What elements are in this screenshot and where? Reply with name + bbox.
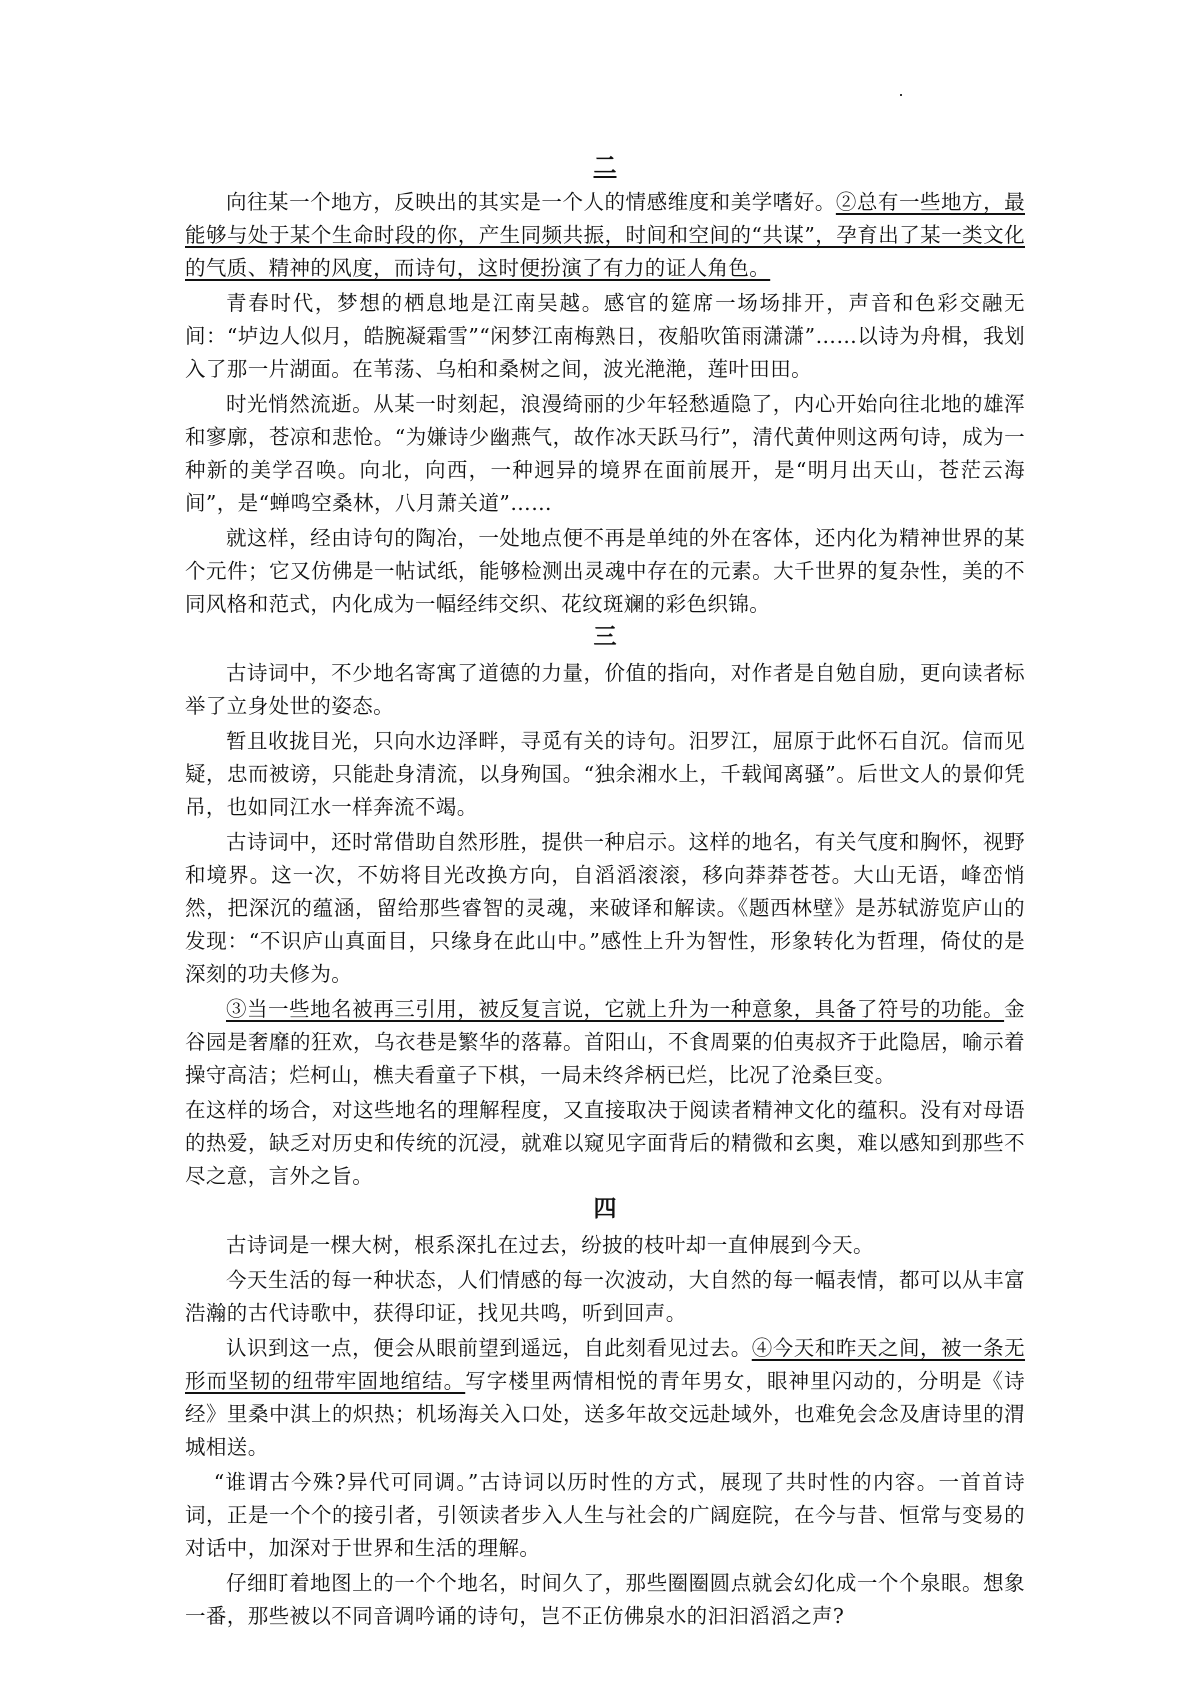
section-heading: 四	[593, 1195, 617, 1222]
paragraph: 时光悄然流逝。从某一时刻起，浪漫绮丽的少年轻愁遁隐了，内心开始向往北地的雄浑和寥廓，苍凉和悲怆。“为嫌诗少幽燕气，故作冰天跃马行”，清代黄仲则这两句诗，成为一种新的美学召唤。向北，向西，一种迥异的境界在面前展开，是“明月出天山，苍茫云海间”，是“蝉鸣空桑林，八月萧关道”……	[185, 392, 1025, 515]
paragraph: 今天生活的每一种状态，人们情感的每一次波动，大自然的每一幅表情，都可以从丰富浩瀚的古代诗歌中，获得印证，找见共鸣，听到回声。	[185, 1268, 1025, 1325]
page-speck	[900, 94, 902, 96]
section-two	[185, 152, 1025, 621]
underlined-sentence: ②总有一些地方，最能够与处于某个生命时段的你，产生同频共振，时间和空间的“共谋”，孕育出了某一类文化的气质、精神的风度，而诗句，这时便扮演了有力的证人角色。	[185, 190, 1025, 280]
section-heading: 二	[593, 152, 617, 179]
section-four	[185, 1195, 1025, 1633]
section-heading: 三	[593, 623, 617, 650]
paragraph: “谁谓古今殊?异代可同调。”古诗词以历时性的方式，展现了共时性的内容。一首首诗词，正是一个个的接引者，引领读者步入人生与社会的广阔庭院，在今与昔、恒常与变易的对话中，加深对于世界和生活的理解。	[185, 1470, 1025, 1560]
paragraph: 认识到这一点，便会从眼前望到遥远，自此刻看见过去。④今天和昨天之间，被一条无形而坚韧的纽带牢固地绾结。写字楼里两情相悦的青年男女，眼神里闪动的，分明是《诗经》里桑中淇上的炽热；机场海关入口处，送多年故交远赴域外，也难免会念及唐诗里的渭城相送。	[185, 1336, 1026, 1459]
paragraph: ③当一些地名被再三引用，被反复言说，它就上升为一种意象，具备了符号的功能。金谷园是奢靡的狂欢，乌衣巷是繁华的落幕。首阳山，不食周粟的伯夷叔齐于此隐居，喻示着操守高洁；烂柯山，樵夫看童子下棋，一局未终斧柄已烂，比况了沧桑巨变。	[185, 997, 1025, 1087]
underlined-sentence: ④今天和昨天之间，被一条无形而坚韧的纽带牢固地绾结。	[185, 1336, 1026, 1393]
paragraph: 就这样，经由诗句的陶冶，一处地点便不再是单纯的外在客体，还内化为精神世界的某个元件；它又仿佛是一帖试纸，能够检测出灵魂中存在的元素。大千世界的复杂性，美的不同风格和范式，内化成为一幅经纬交织、花纹斑斓的彩色织锦。	[185, 526, 1025, 616]
section-three	[185, 623, 1025, 1193]
paragraph: 暂且收拢目光，只向水边泽畔，寻觅有关的诗句。汨罗江，屈原于此怀石自沉。信而见疑，忠而被谤，只能赴身清流，以身殉国。“独余湘水上，千载闻离骚”。后世文人的景仰凭吊，也如同江水一样奔流不竭。	[185, 729, 1025, 819]
paragraph: 古诗词中，不少地名寄寓了道德的力量，价值的指向，对作者是自勉自励，更向读者标举了立身处世的姿态。	[185, 661, 1025, 718]
paragraph: 古诗词是一棵大树，根系深扎在过去，纷披的枝叶却一直伸展到今天。	[226, 1233, 874, 1257]
paragraph: 青春时代，梦想的栖息地是江南吴越。感官的筵席一场场排开，声音和色彩交融无间：“垆边人似月，皓腕凝霜雪”“闲梦江南梅熟日，夜船吹笛雨潇潇”……以诗为舟楫，我划入了那一片湖面。在苇荡、乌桕和桑树之间，波光滟滟，莲叶田田。	[185, 291, 1025, 381]
paragraph: 向往某一个地方，反映出的其实是一个人的情感维度和美学嗜好。②总有一些地方，最能够与处于某个生命时段的你，产生同频共振，时间和空间的“共谋”，孕育出了某一类文化的气质、精神的风度，而诗句，这时便扮演了有力的证人角色。	[185, 190, 1025, 280]
paragraph: 仔细盯着地图上的一个个地名，时间久了，那些圈圈圆点就会幻化成一个个泉眼。想象一番，那些被以不同音调吟诵的诗句，岂不正仿佛泉水的汩汩滔滔之声?	[185, 1571, 1025, 1628]
underlined-sentence: ③当一些地名被再三引用，被反复言说，它就上升为一种意象，具备了符号的功能。	[226, 997, 1005, 1021]
paragraph: 古诗词中，还时常借助自然形胜，提供一种启示。这样的地名，有关气度和胸怀，视野和境界。这一次，不妨将目光改换方向，自滔滔滚滚，移向莽莽苍苍。大山无语，峰峦悄然，把深沉的蕴涵，留给那些睿智的灵魂，来破译和解读。《题西林壁》是苏轼游览庐山的发现：“不识庐山真面目，只缘身在此山中。”感性上升为智性，形象转化为哲理，倚仗的是深刻的功夫修为。	[185, 830, 1025, 986]
paragraph: 在这样的场合，对这些地名的理解程度，又直接取决于阅读者精神文化的蕴积。没有对母语的热爱，缺乏对历史和传统的沉浸，就难以窥见字面背后的精微和玄奥，难以感知到那些不尽之意，言外之旨。	[185, 1098, 1025, 1188]
article-page	[185, 152, 1025, 1635]
